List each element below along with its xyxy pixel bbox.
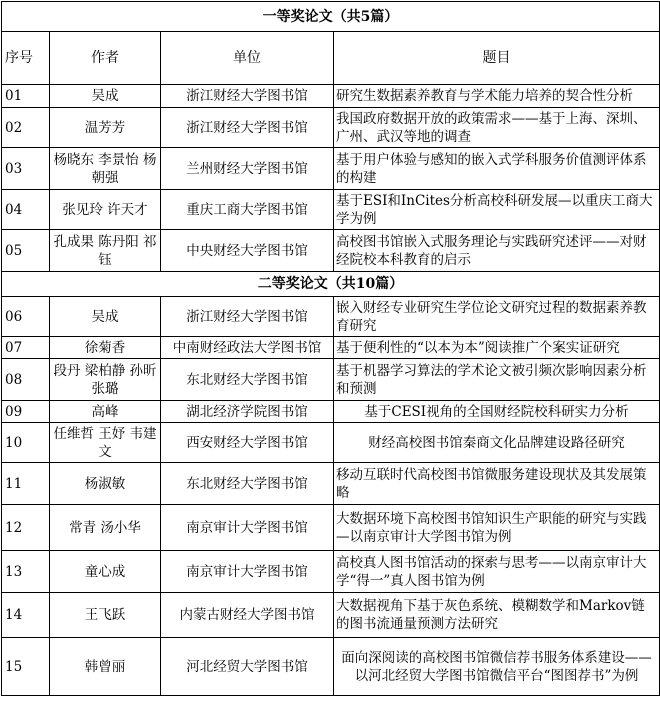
cell-no: 08 (2, 359, 50, 401)
section-title: 二等奖论文（共10篇） (2, 272, 660, 297)
cell-author: 孔成果 陈丹阳 祁钰 (50, 230, 161, 272)
cell-title: 大数据环境下高校图书馆知识生产职能的研究与实践—以南京审计大学图书馆为例 (334, 505, 660, 551)
cell-unit: 内蒙古财经大学图书馆 (161, 593, 334, 638)
section-header (2, 2, 660, 32)
cell-unit: 浙江财经大学图书馆 (161, 297, 334, 337)
cell-no: 05 (2, 230, 50, 272)
cell-unit: 兰州财经大学图书馆 (161, 148, 334, 190)
table-row (2, 423, 660, 463)
cell-title: 高校真人图书馆活动的探索与思考——以南京审计大学“得一”真人图书馆为例 (334, 551, 660, 593)
table-row (2, 401, 660, 423)
cell-unit: 南京审计大学图书馆 (161, 505, 334, 551)
cell-no: 15 (2, 638, 50, 696)
cell-unit: 中央财经大学图书馆 (161, 230, 334, 272)
cell-author: 杨淑敏 (50, 463, 161, 505)
cell-title: 研究生数据素养教育与学术能力培养的契合性分析 (334, 85, 660, 108)
cell-author: 吴成 (50, 297, 161, 337)
table-row (2, 108, 660, 148)
table-row (2, 463, 660, 505)
cell-title: 移动互联时代高校图书馆微服务建设现状及其发展策略 (334, 463, 660, 505)
cell-author: 高峰 (50, 401, 161, 423)
cell-no: 11 (2, 463, 50, 505)
header-unit: 单位 (161, 32, 334, 85)
cell-no: 09 (2, 401, 50, 423)
cell-unit: 浙江财经大学图书馆 (161, 85, 334, 108)
cell-unit: 东北财经大学图书馆 (161, 463, 334, 505)
cell-no: 01 (2, 85, 50, 108)
header-title: 题目 (334, 32, 660, 85)
cell-title: 嵌入财经专业研究生学位论文研究过程的数据素养教育研究 (334, 297, 660, 337)
table-row (2, 85, 660, 108)
cell-author: 王飞跃 (50, 593, 161, 638)
table-row (2, 148, 660, 190)
cell-author: 徐菊香 (50, 337, 161, 359)
cell-no: 03 (2, 148, 50, 190)
cell-no: 13 (2, 551, 50, 593)
cell-author: 温芳芳 (50, 108, 161, 148)
cell-no: 14 (2, 593, 50, 638)
cell-unit: 东北财经大学图书馆 (161, 359, 334, 401)
cell-unit: 西安财经大学图书馆 (161, 423, 334, 463)
cell-author: 张见玲 许天才 (50, 190, 161, 230)
cell-title: 基于机器学习算法的学术论文被引频次影响因素分析和预测 (334, 359, 660, 401)
cell-unit: 南京审计大学图书馆 (161, 551, 334, 593)
cell-author: 吴成 (50, 85, 161, 108)
cell-title: 基于ESI和InCites分析高校科研发展—以重庆工商大学为例 (334, 190, 660, 230)
cell-title: 基于用户体验与感知的嵌入式学科服务价值测评体系的构建 (334, 148, 660, 190)
table-row (2, 230, 660, 272)
cell-unit: 河北经贸大学图书馆 (161, 638, 334, 696)
section-title: 一等奖论文（共5篇） (2, 2, 660, 32)
cell-no: 10 (2, 423, 50, 463)
cell-title: 高校图书馆嵌入式服务理论与实践研究述评——对财经院校本科教育的启示 (334, 230, 660, 272)
cell-unit: 重庆工商大学图书馆 (161, 190, 334, 230)
cell-author: 任维哲 王妤 韦建文 (50, 423, 161, 463)
cell-unit: 浙江财经大学图书馆 (161, 108, 334, 148)
table-row (2, 593, 660, 638)
table-row (2, 297, 660, 337)
cell-author: 童心成 (50, 551, 161, 593)
table-row (2, 551, 660, 593)
cell-title: 面向深阅读的高校图书馆微信荐书服务体系建设——以河北经贸大学图书馆微信平台“图图荐书”为例 (334, 638, 660, 696)
cell-no: 02 (2, 108, 50, 148)
cell-author: 常青 汤小华 (50, 505, 161, 551)
header-author: 作者 (50, 32, 161, 85)
cell-title: 基于便利性的“以本为本”阅读推广个案实证研究 (334, 337, 660, 359)
cell-title: 财经高校图书馆秦商文化品牌建设路径研究 (334, 423, 660, 463)
table-row (2, 638, 660, 696)
cell-title: 我国政府数据开放的政策需求——基于上海、深圳、广州、武汉等地的调查 (334, 108, 660, 148)
cell-no: 06 (2, 297, 50, 337)
cell-title: 基于CESI视角的全国财经院校科研实力分析 (334, 401, 660, 423)
cell-title: 大数据视角下基于灰色系统、模糊数学和Markov链的图书流通量预测方法研究 (334, 593, 660, 638)
cell-author: 段丹 梁柏静 孙昕 张璐 (50, 359, 161, 401)
table-header-row (2, 32, 660, 85)
cell-no: 12 (2, 505, 50, 551)
cell-no: 04 (2, 190, 50, 230)
table-row (2, 190, 660, 230)
table-row (2, 337, 660, 359)
header-no: 序号 (2, 32, 50, 85)
table-row (2, 359, 660, 401)
cell-no: 07 (2, 337, 50, 359)
cell-author: 杨晓东 李景怡 杨朝强 (50, 148, 161, 190)
table-row (2, 505, 660, 551)
cell-unit: 湖北经济学院图书馆 (161, 401, 334, 423)
cell-unit: 中南财经政法大学图书馆 (161, 337, 334, 359)
award-table (1, 1, 660, 696)
cell-author: 韩曾丽 (50, 638, 161, 696)
section-header (2, 272, 660, 297)
